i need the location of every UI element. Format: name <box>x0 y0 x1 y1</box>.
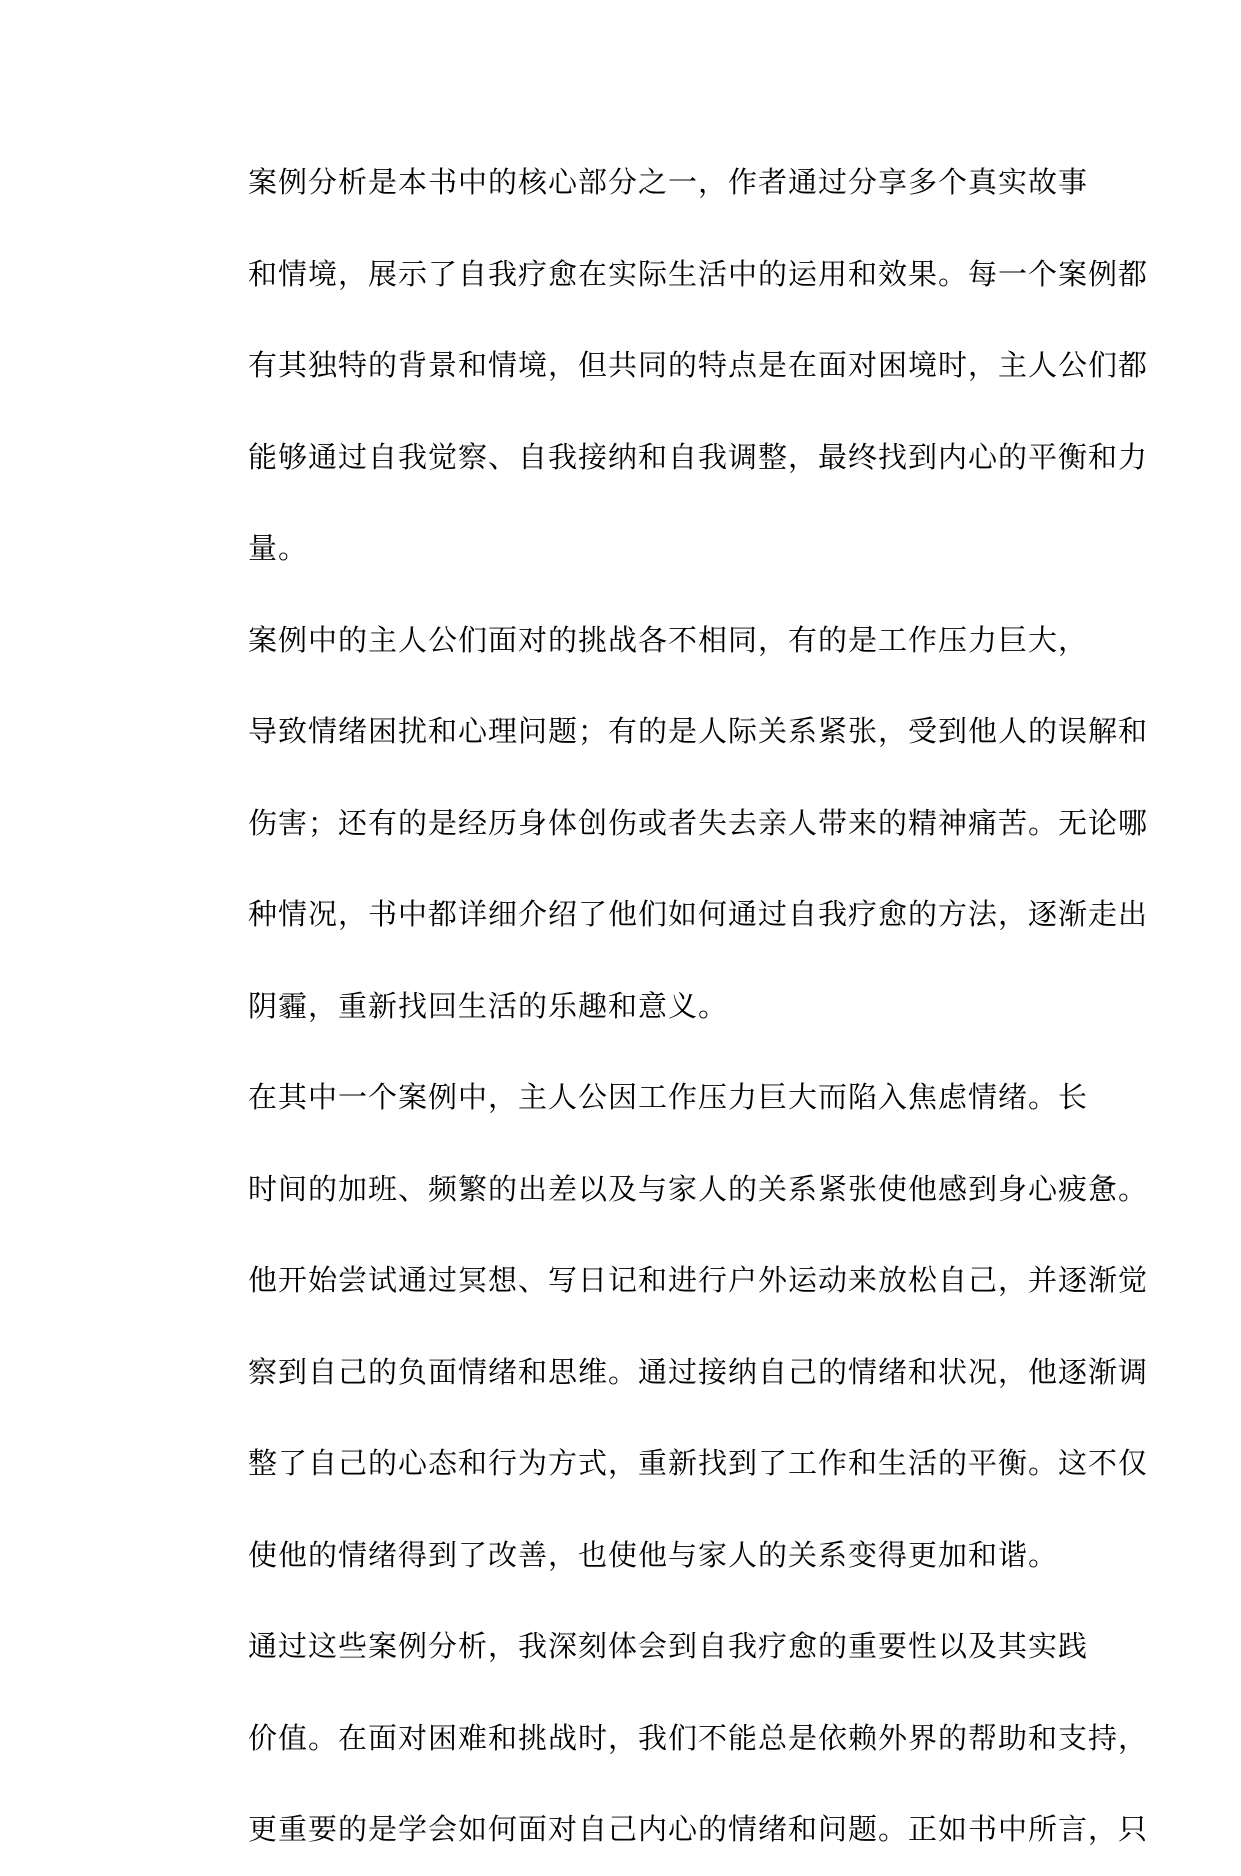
text-line: 整了自己的心态和行为方式，重新找到了工作和生活的平衡。这不仅 <box>248 1446 1149 1480</box>
text-line: 更重要的是学会如何面对自己内心的情绪和问题。正如书中所言，只 <box>248 1812 1149 1846</box>
text-line: 案例中的主人公们面对的挑战各不相同，有的是工作压力巨大， <box>248 622 1089 657</box>
text-line: 量。 <box>248 531 309 565</box>
text-line: 时间的加班、频繁的出差以及与家人的关系紧张使他感到身心疲惫。 <box>248 1171 1149 1206</box>
text-line: 察到自己的负面情绪和思维。通过接纳自己的情绪和状况，他逐渐调 <box>248 1354 1149 1389</box>
text-line: 在其中一个案例中，主人公因工作压力巨大而陷入焦虑情绪。长 <box>248 1080 1089 1114</box>
text-line: 种情况，书中都详细介绍了他们如何通过自我疗愈的方法，逐渐走出 <box>248 897 1149 931</box>
paragraph-1 <box>190 137 1149 595</box>
text-line: 导致情绪困扰和心理问题；有的是人际关系紧张，受到他人的误解和 <box>248 714 1149 748</box>
paragraph-3 <box>190 1052 1149 1601</box>
text-line: 和情境，展示了自我疗愈在实际生活中的运用和效果。每一个案例都 <box>248 256 1149 291</box>
text-line: 有其独特的背景和情境，但共同的特点是在面对困境时，主人公们都 <box>248 348 1149 382</box>
text-line: 通过这些案例分析，我深刻体会到自我疗愈的重要性以及其实践 <box>248 1629 1089 1663</box>
text-line: 使他的情绪得到了改善，也使他与家人的关系变得更加和谐。 <box>248 1537 1059 1572</box>
text-line: 阴霾，重新找回生活的乐趣和意义。 <box>248 988 729 1023</box>
text-line: 能够通过自我觉察、自我接纳和自我调整，最终找到内心的平衡和力 <box>248 439 1149 474</box>
text-line: 伤害；还有的是经历身体创伤或者失去亲人带来的精神痛苦。无论哪 <box>248 805 1149 840</box>
paragraph-4 <box>190 1601 1149 1876</box>
text-line: 案例分析是本书中的核心部分之一，作者通过分享多个真实故事 <box>248 165 1089 199</box>
paragraph-2 <box>190 595 1149 1053</box>
text-line: 价值。在面对困难和挑战时，我们不能总是依赖外界的帮助和支持， <box>248 1720 1149 1755</box>
body-text <box>190 137 1149 1876</box>
text-line: 他开始尝试通过冥想、写日记和进行户外运动来放松自己，并逐渐觉 <box>248 1263 1149 1297</box>
